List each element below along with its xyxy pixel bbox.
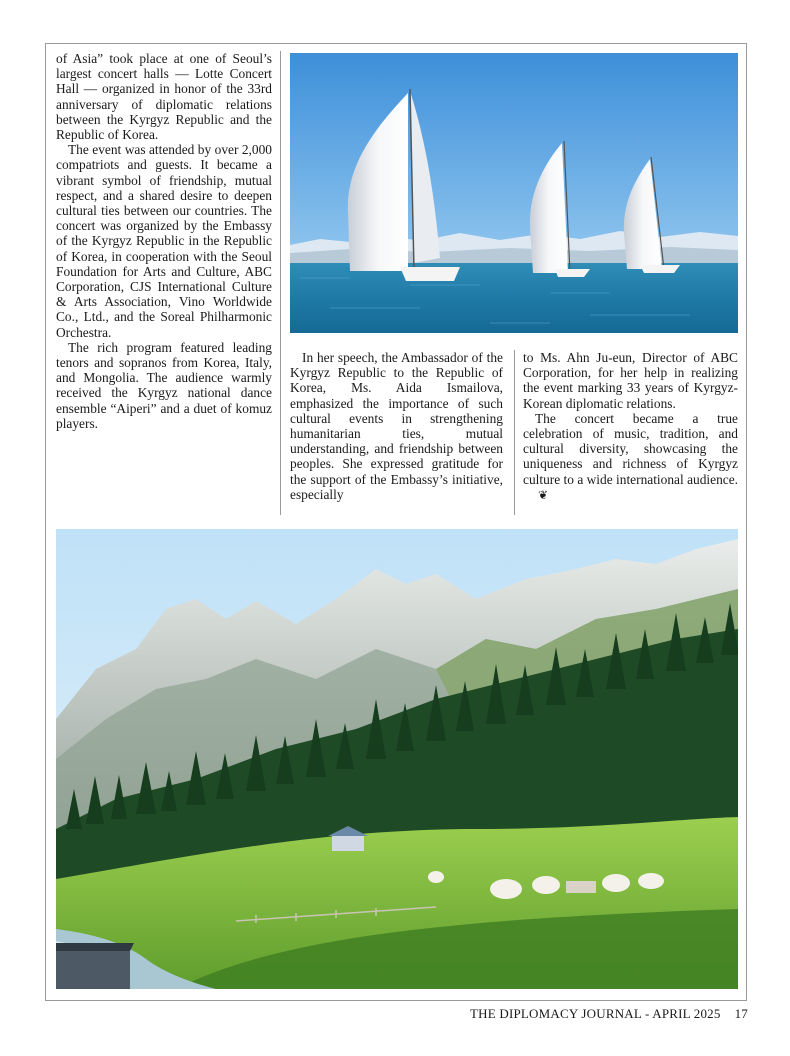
paragraph: of Asia” took place at one of Seoul’s largest concert halls — Lotte Concert Hall — organized in honor of the 33rd anniversary of diplomatic relations between the Kyrgyz Republic and the Republic of Korea. — [56, 51, 272, 143]
mountain-valley-yurts-photo — [56, 529, 738, 989]
page-footer — [470, 1006, 748, 1022]
sailboats-on-lake-photo — [290, 53, 738, 333]
paragraph-text: The concert became a true celebration of music, tradition, and cultural diversity, showcasing the uniqueness and richness of Kyrgyz culture to a wide international audience. — [523, 410, 738, 487]
article-column-1 — [56, 51, 272, 431]
paragraph: The rich program featured leading tenors and sopranos from Korea, Italy, and Mongolia. The audience warmly received the Kyrgyz national dance ensemble “Aiperi” and a duet of komuz players. — [56, 339, 272, 431]
article-column-2 — [290, 350, 503, 502]
article-column-3 — [523, 350, 738, 503]
paragraph: In her speech, the Ambassador of the Kyrgyz Republic to the Republic of Korea, Ms. Aida Ismailova, emphasized the importance of such cultural events in strengthening humanitarian ties, mutual understanding, and friendship between peoples. She expressed gratitude for the support of the Embassy’s initiative, especially — [290, 350, 503, 502]
paragraph — [523, 411, 738, 503]
paragraph: The event was attended by over 2,000 compatriots and guests. It became a vibrant symbol of friendship, mutual respect, and a shared desire to deepen cultural ties between our countries. The concert was organized by the Embassy of the Kyrgyz Republic in the Republic of Korea, in cooperation with the Seoul Foundation for Arts and Culture, ABC Corporation, CJS International Culture & Arts Association, Vino Worldwide Co., Ltd., and the Soreal Philharmonic Orchestra. — [56, 142, 272, 340]
ornament-icon: ❦ — [538, 487, 549, 502]
paragraph: to Ms. Ahn Ju-eun, Director of ABC Corporation, for her help in realizing the event marking 33 years of Kyrgyz-Korean diplomatic relations. — [523, 350, 738, 411]
page-number: 17 — [734, 1006, 748, 1021]
publication-name: THE DIPLOMACY JOURNAL - APRIL 2025 — [470, 1006, 721, 1021]
column-divider — [514, 350, 515, 515]
column-divider — [280, 51, 281, 515]
